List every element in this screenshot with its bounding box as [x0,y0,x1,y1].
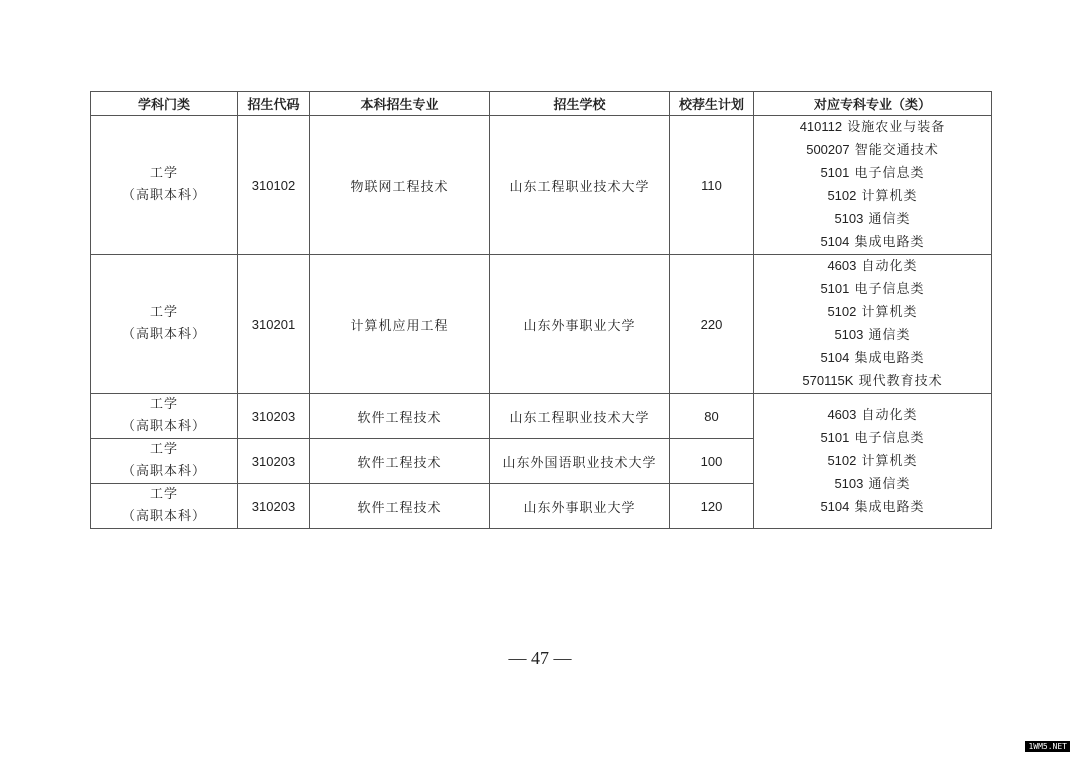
related-major-code: 4603 [827,258,857,273]
enroll-code-cell: 310102 [238,116,310,255]
related-major-item [754,427,991,450]
related-major-code: 410112 [799,119,843,134]
category-cell [91,255,238,394]
category-level: （高职本科） [121,327,206,342]
related-majors-cell [754,116,992,255]
category-cell [91,439,238,484]
major-cell: 物联网工程技术 [310,116,490,255]
related-major-item [754,347,991,370]
related-major-name: 集成电路类 [854,351,925,366]
table-header-row [91,92,992,116]
related-major-code: 5103 [834,475,864,491]
related-major-item [754,139,991,162]
related-major-item [754,162,991,185]
category-name: 工学 [149,166,178,181]
major-cell: 软件工程技术 [310,394,490,439]
category-level: （高职本科） [121,509,206,524]
related-major-code: 5104 [820,498,850,514]
related-major-name: 通信类 [868,476,911,492]
plan-cell: 110 [670,116,754,255]
related-major-code: 5103 [834,211,864,226]
header-school: 招生学校 [490,92,670,116]
related-major-item [754,208,991,231]
related-major-name: 自动化类 [861,259,918,274]
header-code: 招生代码 [238,92,310,116]
related-major-item [754,496,991,519]
school-cell: 山东外国语职业技术大学 [490,439,670,484]
related-major-code: 5101 [820,165,850,180]
category-name: 工学 [149,305,178,320]
related-major-code: 4603 [827,406,857,422]
major-cell: 软件工程技术 [310,484,490,529]
plan-cell: 120 [670,484,754,529]
related-major-item [754,324,991,347]
related-major-name: 通信类 [868,328,911,343]
category-name: 工学 [149,397,178,412]
plan-cell: 220 [670,255,754,394]
header-category: 学科门类 [91,92,238,116]
related-major-name: 通信类 [868,212,911,227]
related-major-item [754,370,991,393]
site-watermark: 1WM5.NET [1025,741,1070,752]
related-major-code: 500207 [806,142,850,157]
related-major-code: 5101 [820,429,850,445]
related-major-item [754,231,991,254]
category-level: （高职本科） [121,188,206,203]
related-major-name: 集成电路类 [854,499,925,515]
category-name: 工学 [149,442,178,457]
related-majors-cell [754,255,992,394]
related-major-name: 电子信息类 [854,282,925,297]
related-major-code: 5101 [820,281,850,296]
header-related: 对应专科专业（类） [754,92,992,116]
related-major-name: 计算机类 [861,189,918,204]
related-major-name: 智能交通技术 [854,143,939,158]
table-row [91,255,992,394]
major-cell: 软件工程技术 [310,439,490,484]
related-major-item [754,450,991,473]
enroll-code-cell: 310201 [238,255,310,394]
school-cell: 山东外事职业大学 [490,255,670,394]
related-major-item [754,278,991,301]
related-major-name: 自动化类 [861,407,918,423]
related-major-name: 电子信息类 [854,166,925,181]
category-level: （高职本科） [121,464,206,479]
enroll-code-cell: 310203 [238,394,310,439]
school-cell: 山东工程职业技术大学 [490,394,670,439]
related-major-item [754,473,991,496]
category-cell [91,484,238,529]
related-major-code: 5102 [827,304,857,319]
header-plan: 校荐生计划 [670,92,754,116]
related-major-name: 计算机类 [861,305,918,320]
table-row [91,116,992,255]
related-major-item [754,301,991,324]
related-major-name: 电子信息类 [854,430,925,446]
category-level: （高职本科） [121,419,206,434]
enrollment-plan-table [90,91,992,529]
school-cell: 山东工程职业技术大学 [490,116,670,255]
related-major-code: 5102 [827,188,857,203]
enroll-code-cell: 310203 [238,484,310,529]
category-name: 工学 [149,487,178,502]
related-major-item [754,185,991,208]
related-major-name: 集成电路类 [854,235,925,250]
related-major-code: 5104 [820,350,850,365]
plan-cell: 100 [670,439,754,484]
related-major-item [754,116,991,139]
category-cell [91,394,238,439]
plan-cell: 80 [670,394,754,439]
shared-related-majors-cell [754,394,992,529]
related-major-item [754,404,991,427]
table-row [91,394,992,439]
major-cell: 计算机应用工程 [310,255,490,394]
school-cell: 山东外事职业大学 [490,484,670,529]
page-number: — 47 — [508,648,572,668]
related-major-name: 现代教育技术 [858,374,943,389]
enroll-code-cell: 310203 [238,439,310,484]
related-major-code: 5102 [827,452,857,468]
related-major-name: 计算机类 [861,453,918,469]
related-major-code: 5103 [834,327,864,342]
related-major-name: 设施农业与装备 [847,120,946,135]
category-cell [91,116,238,255]
related-major-code: 570115K [802,373,854,388]
related-major-item [754,255,991,278]
related-major-code: 5104 [820,234,850,249]
header-major: 本科招生专业 [310,92,490,116]
